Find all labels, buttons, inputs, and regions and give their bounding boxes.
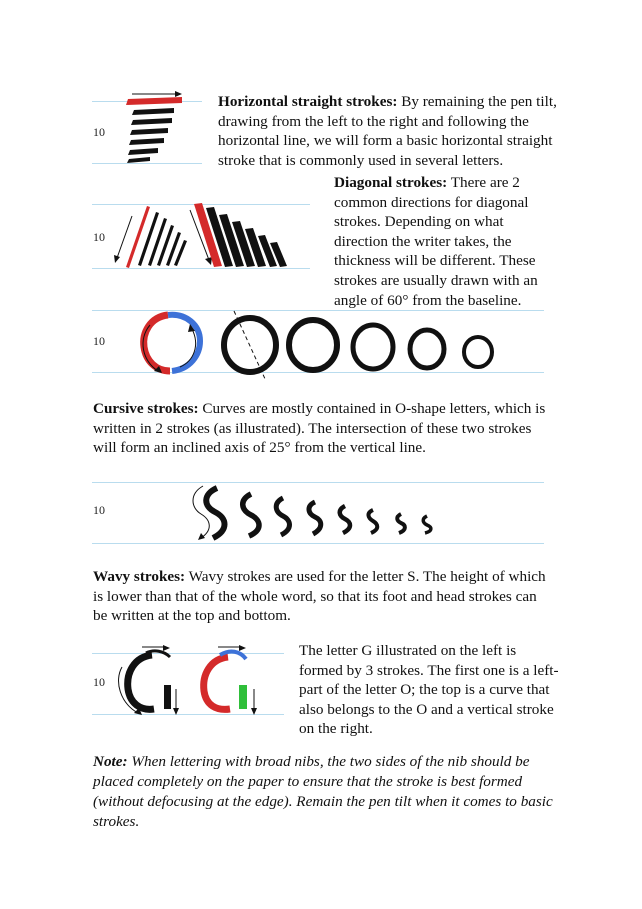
letter-g-illustration <box>112 645 282 720</box>
wavy-strokes-paragraph <box>93 567 553 626</box>
cursive-strokes-illustration <box>130 305 510 380</box>
guide-number: 10 <box>93 230 105 244</box>
letter-g-paragraph: The letter G illustrated on the left is formed by 3 strokes. The first one is a left-part of the letter O; the top is a curve that also belongs to the O and a vertical stroke on the right. <box>299 642 559 738</box>
guide-line <box>92 543 544 544</box>
diagonal-strokes-title: Diagonal strokes: <box>334 174 448 191</box>
wavy-strokes-title: Wavy strokes: <box>93 568 186 585</box>
diagonal-strokes-paragraph <box>334 173 554 310</box>
horizontal-strokes-title: Horizontal straight strokes: <box>218 93 398 110</box>
diagonal-strokes-text: There are 2 common directions for diagonal strokes. Depending on what direction the writer takes, the thickness will be different. These strokes are usually drawn with an angle of 60° from the baseline. <box>334 174 538 309</box>
note-paragraph <box>93 752 555 832</box>
guide-number: 10 <box>93 125 105 139</box>
note-text: When lettering with broad nibs, the two sides of the nib should be placed completely on the paper to ensure that the stroke is best formed (without defocusing at the edge). Remain the pen tilt when it comes to basic strokes. <box>93 753 553 830</box>
horizontal-strokes-paragraph <box>218 92 568 170</box>
guide-number: 10 <box>93 503 105 517</box>
cursive-strokes-text: Curves are mostly contained in O-shape letters, which is written in 2 strokes (as illustrated). The intersection of these two strokes will form an inclined axis of 25° from the vertical line. <box>93 400 546 457</box>
horizontal-strokes-text: By remaining the pen tilt, drawing from the left to the right and following the horizontal line, we will form a basic horizontal straight stroke that is commonly used in several letters. <box>218 93 557 169</box>
note-label: Note: <box>93 753 128 770</box>
wavy-strokes-illustration <box>185 480 445 542</box>
diagonal-strokes-illustration <box>110 200 310 275</box>
cursive-strokes-title: Cursive strokes: <box>93 400 199 417</box>
guide-number: 10 <box>93 334 105 348</box>
horizontal-strokes-illustration <box>110 88 200 168</box>
guide-number: 10 <box>93 675 105 689</box>
wavy-strokes-text: Wavy strokes are used for the letter S. The height of which is lower than that of the whole word, so that its foot and head strokes can be written at the top and bottom. <box>93 568 546 625</box>
cursive-strokes-paragraph <box>93 399 553 458</box>
